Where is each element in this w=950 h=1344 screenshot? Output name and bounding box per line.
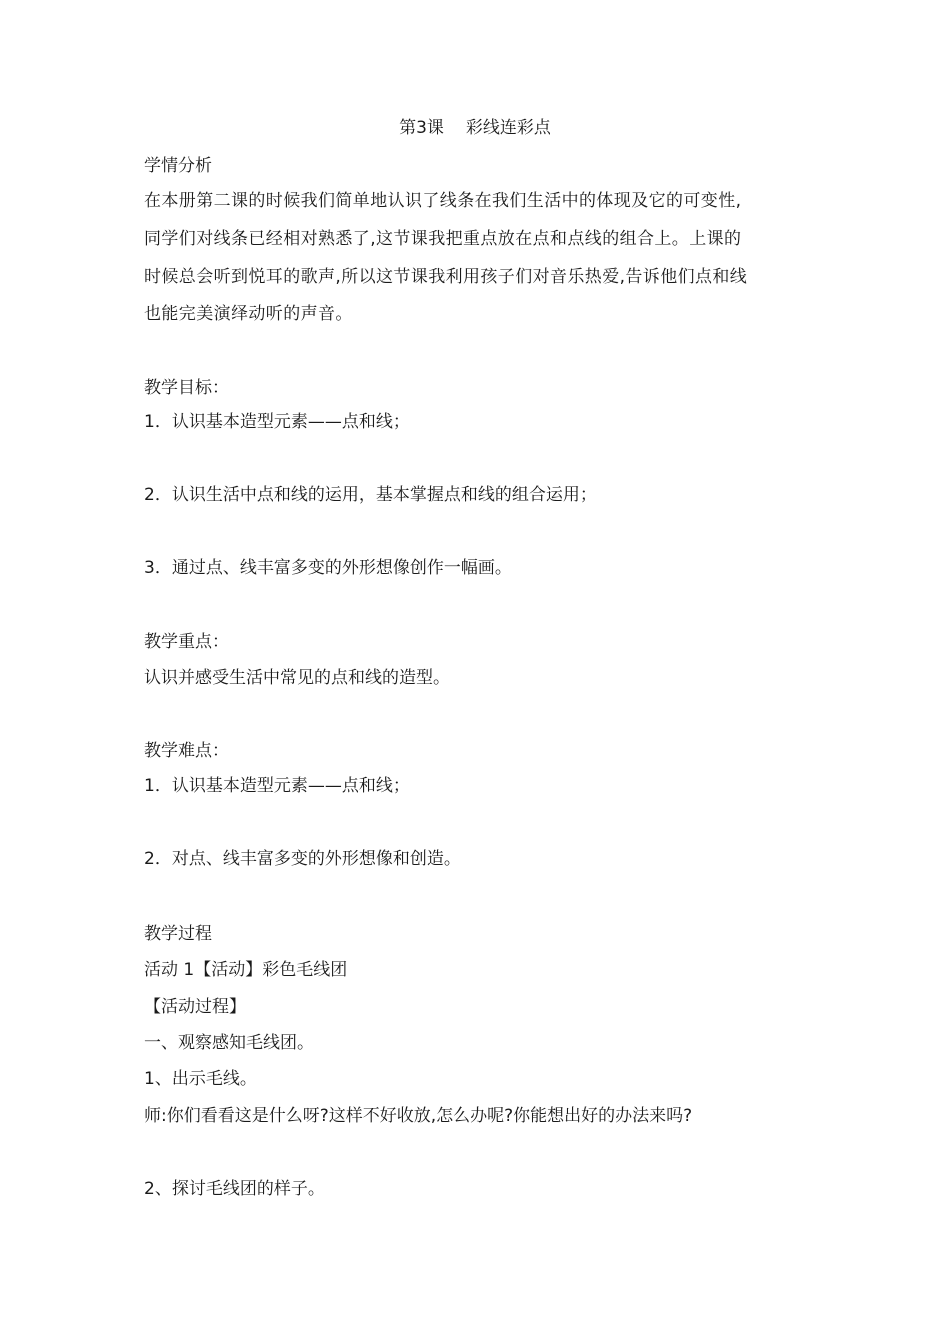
activity-title: 活动 1【活动】彩色毛线团 (144, 960, 348, 980)
item-two: 2、探讨毛线团的样子。 (144, 1179, 325, 1199)
item-one: 1、出示毛线。 (144, 1069, 257, 1089)
goal-item: 2．认识生活中点和线的运用，基本掌握点和线的组合运用； (144, 485, 597, 505)
difficulty-heading: 教学难点： (144, 741, 229, 761)
lesson-number: 第3课 (399, 118, 444, 138)
key-heading: 教学重点： (144, 632, 229, 652)
step-one: 一、观察感知毛线团。 (144, 1033, 314, 1053)
lesson-title (0, 116, 950, 140)
key-text: 认识并感受生活中常见的点和线的造型。 (144, 668, 450, 688)
teacher-line: 师:你们看看这是什么呀?这样不好收放,怎么办呢?你能想出好的办法来吗? (144, 1106, 693, 1126)
process-heading: 教学过程 (144, 924, 212, 944)
analysis-line: 在本册第二课的时候我们简单地认识了线条在我们生活中的体现及它的可变性, (144, 191, 742, 211)
goal-item: 1．认识基本造型元素——点和线； (144, 412, 410, 432)
analysis-line: 时候总会听到悦耳的歌声,所以这节课我利用孩子们对音乐热爱,告诉他们点和线 (144, 267, 748, 287)
difficulty-item: 1．认识基本造型元素——点和线； (144, 776, 410, 796)
goal-item: 3．通过点、线丰富多变的外形想像创作一幅画。 (144, 558, 512, 578)
difficulty-item: 2．对点、线丰富多变的外形想像和创造。 (144, 849, 461, 869)
analysis-line: 同学们对线条已经相对熟悉了,这节课我把重点放在点和点线的组合上。上课的 (144, 229, 742, 249)
lesson-name: 彩线连彩点 (465, 118, 551, 138)
goals-heading: 教学目标： (144, 378, 229, 398)
activity-process: 【活动过程】 (144, 997, 246, 1017)
analysis-heading: 学情分析 (144, 156, 212, 176)
analysis-line: 也能完美演绎动听的声音。 (144, 304, 353, 324)
